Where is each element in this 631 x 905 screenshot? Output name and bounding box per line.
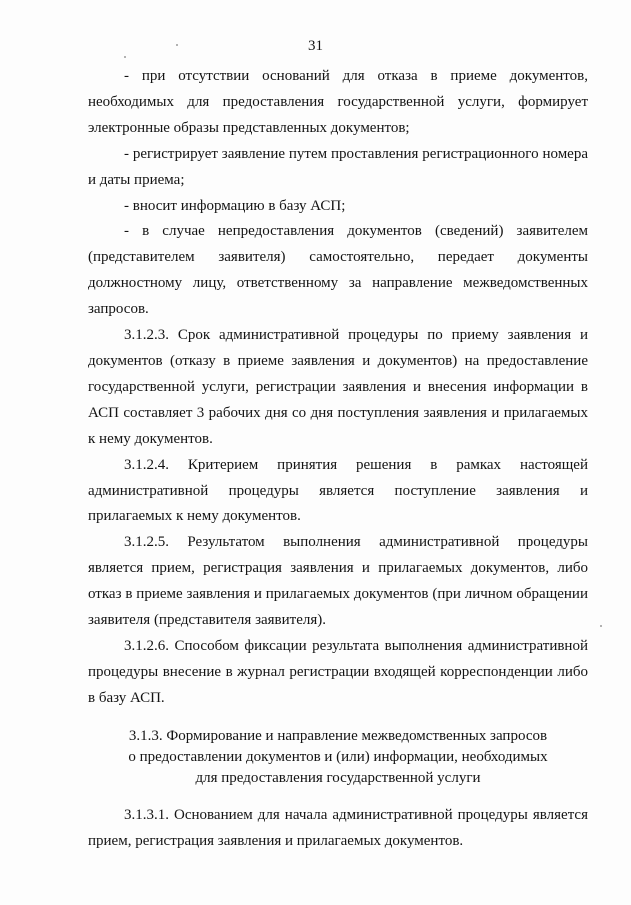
heading-line-3: для предоставления государственной услуги (195, 769, 481, 786)
page-number: 31 (308, 38, 323, 54)
scan-speck (176, 44, 178, 46)
paragraph-3-1-2-4: 3.1.2.4. Критерием принятия решения в рамках настоящей административной процедуры является поступление заявления и прилагаемых к нему документов. (88, 456, 588, 525)
heading-line-1: 3.1.3. Формирование и направление межведомственных запросов (128, 727, 548, 744)
paragraph-3-1-3-1: 3.1.3.1. Основанием для начала административной процедуры является прием, регистрация заявления и прилагаемых документов. (88, 806, 588, 849)
paragraph-transfer-documents: - в случае непредоставления документов (сведений) заявителем (представителем заявителя) самостоятельно, передает документы должностному лицу, ответственному за направление межведомственных запросов. (88, 223, 588, 318)
scan-speck (600, 625, 602, 627)
section-heading-3-1-3 (88, 726, 588, 789)
document-body (88, 64, 588, 854)
paragraph-enter-asp: - вносит информацию в базу АСП; (124, 197, 346, 214)
paragraph-form-images: - при отсутствии оснований для отказа в приеме документов, необходимых для предоставления государственной услуги, формирует электронные образы представленных документов; (88, 68, 588, 136)
paragraph-3-1-2-5: 3.1.2.5. Результатом выполнения административной процедуры является прием, регистрация заявления и прилагаемых документов, либо отказ в приеме заявления и прилагаемых документов (при личном обращении заявителя (представителя заявителя). (88, 534, 588, 629)
heading-line-2: о предоставлении документов и (или) информации, необходимых (128, 748, 548, 765)
paragraph-3-1-2-3: 3.1.2.3. Срок административной процедуры по приему заявления и документов (отказу в приеме заявления и документов) на предоставление государственной услуги, регистрации заявления и внесения информации в АСП составляет 3 рабочих дня со дня поступления заявления и прилагаемых к нему документов. (88, 327, 588, 447)
paragraph-3-1-2-6: 3.1.2.6. Способом фиксации результата выполнения административной процедуры внесение в журнал регистрации входящей корреспонденции либо в базу АСП. (88, 637, 588, 706)
scan-speck (124, 56, 126, 58)
paragraph-register-application: - регистрирует заявление путем проставления регистрационного номера и даты приема; (88, 145, 588, 188)
